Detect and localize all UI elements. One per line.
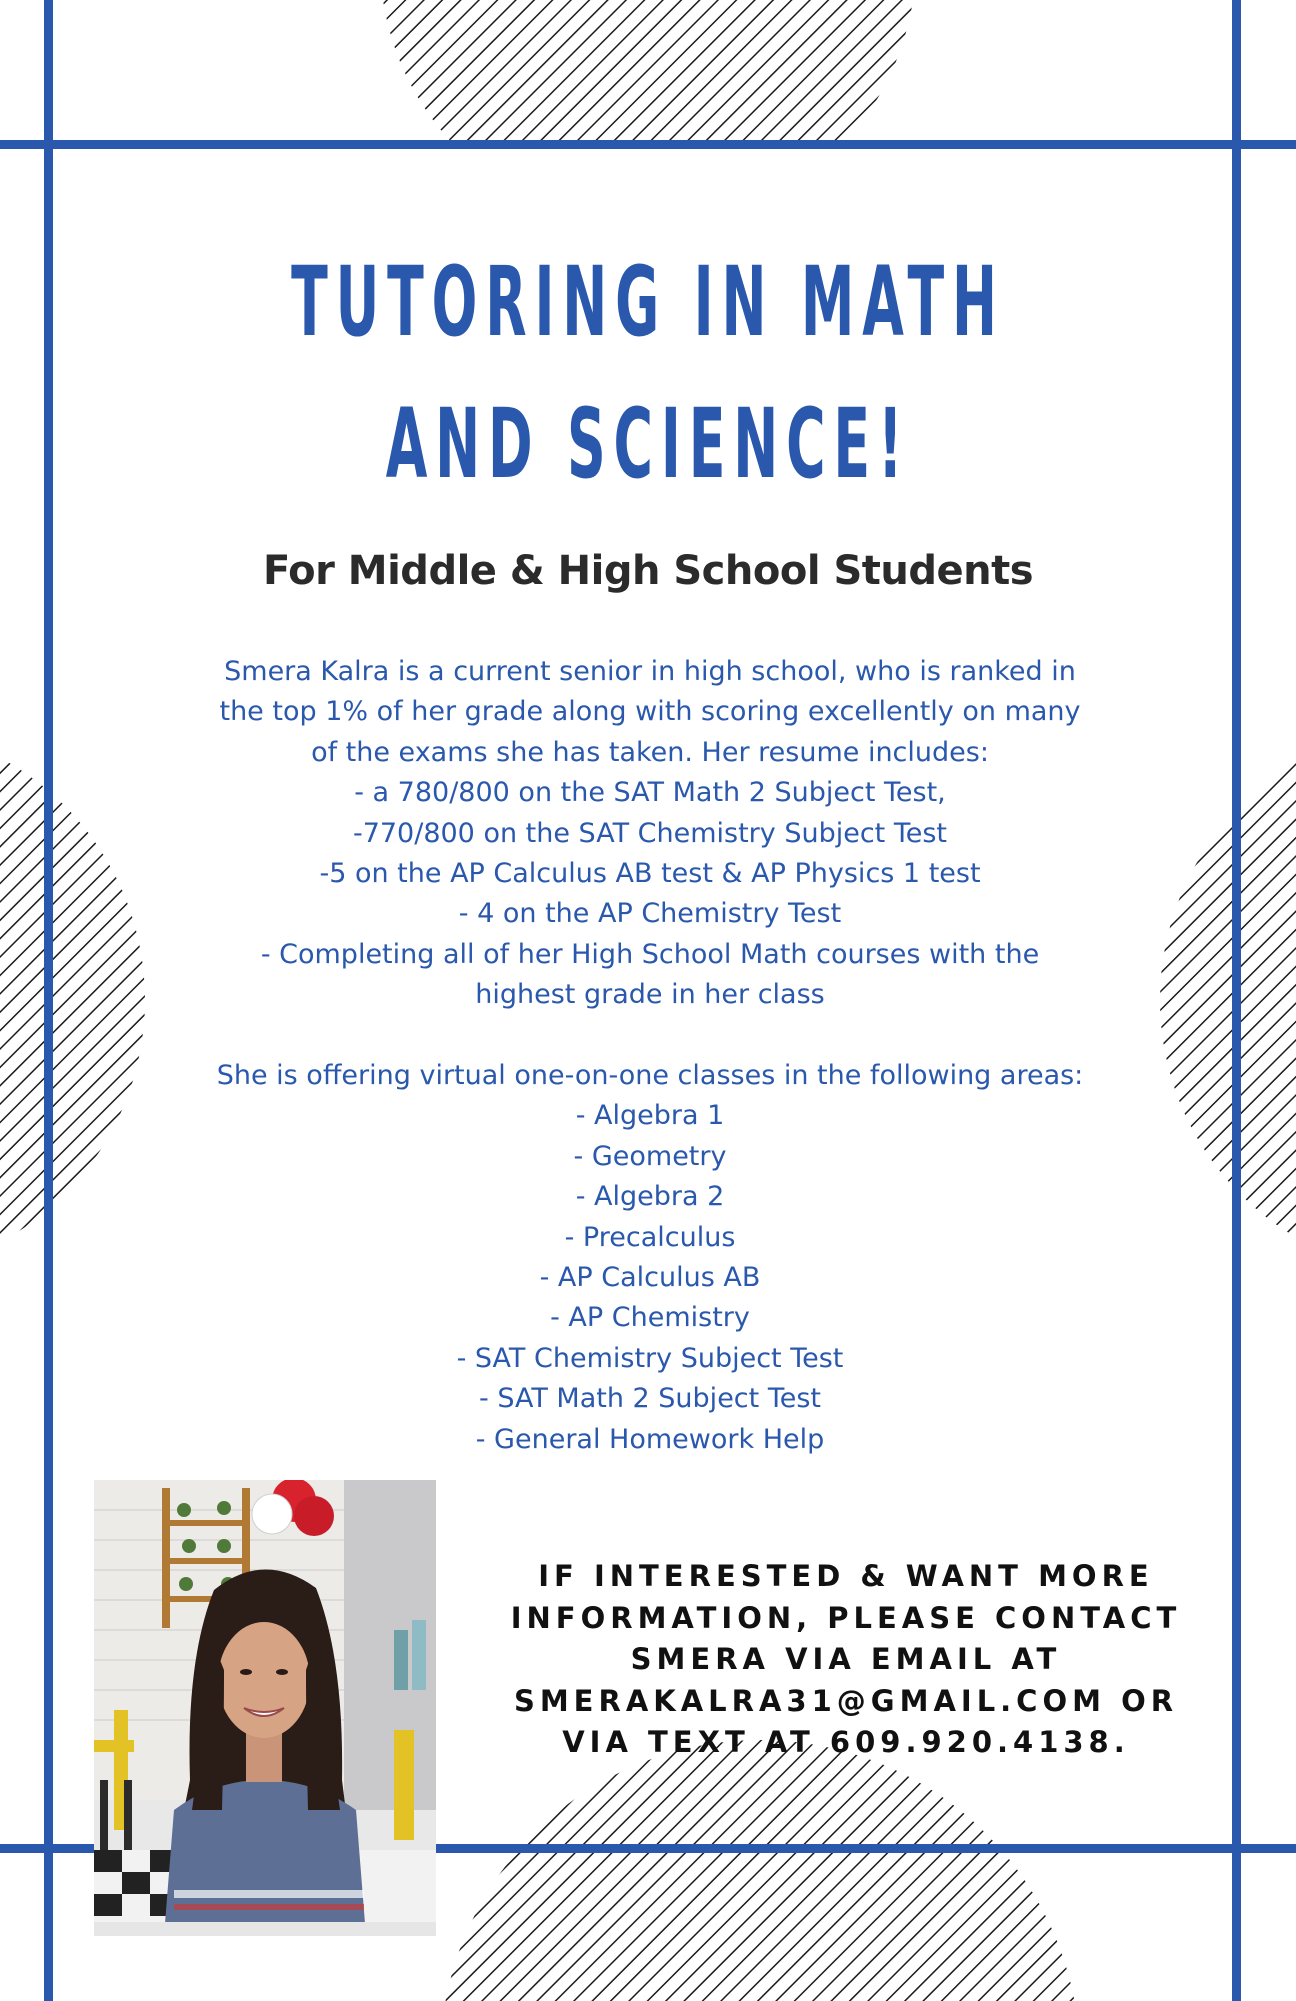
flyer-subtitle: For Middle & High School Students — [262, 548, 1034, 594]
intro-line: Smera Kalra is a current senior in high school, who is ranked in — [224, 656, 1076, 687]
flyer-body-text — [150, 652, 1150, 1460]
subject-item: - Geometry — [573, 1140, 727, 1172]
intro-line: the top 1% of her grade along with scoring excellently on many — [219, 696, 1081, 728]
subject-item: - SAT Math 2 Subject Test — [479, 1383, 821, 1415]
subject-item: - Algebra 1 — [575, 1100, 725, 1132]
resume-item: - 4 on the AP Chemistry Test — [458, 898, 842, 930]
offer-intro: She is offering virtual one-on-one classes in the following areas: — [216, 1060, 1084, 1092]
contact-line: INFORMATION, PLEASE CONTACT — [510, 1600, 1182, 1635]
resume-item: - a 780/800 on the SAT Math 2 Subject Test, — [354, 777, 946, 809]
contact-line: SMERA VIA EMAIL AT — [630, 1642, 1062, 1677]
subject-item: - General Homework Help — [475, 1423, 825, 1455]
subject-item: - AP Calculus AB — [539, 1262, 761, 1294]
frame-left-bar — [44, 0, 53, 2001]
resume-item: -5 on the AP Calculus AB test & AP Physics 1 test — [319, 858, 981, 890]
resume-item: highest grade in her class — [475, 979, 825, 1011]
intro-line: of the exams she has taken. Her resume includes: — [311, 736, 989, 768]
flyer-title-line-2: AND SCIENCE! — [385, 388, 911, 500]
subject-item: - Algebra 2 — [575, 1181, 725, 1213]
frame-top-bar — [0, 140, 1296, 149]
resume-item: - Completing all of her High School Math courses with the — [260, 938, 1040, 970]
subject-item: - Precalculus — [564, 1221, 736, 1253]
bottom-hatched-circle — [440, 1740, 1080, 2001]
flyer-title-line-1: TUTORING IN MATH — [291, 246, 1005, 358]
frame-right-bar — [1232, 0, 1241, 2001]
subject-item: - AP Chemistry — [550, 1302, 750, 1334]
contact-info — [476, 1556, 1216, 1764]
right-hatched-circle — [1160, 725, 1296, 1275]
contact-phone-line: VIA TEXT AT 609.920.4138. — [562, 1725, 1130, 1760]
subject-item: - SAT Chemistry Subject Test — [456, 1342, 844, 1374]
contact-line: IF INTERESTED & WANT MORE — [538, 1559, 1154, 1593]
tutor-portrait-photo — [94, 1480, 436, 1936]
contact-email-line: SMERAKALRA31@GMAIL.COM OR — [513, 1683, 1179, 1718]
resume-item: -770/800 on the SAT Chemistry Subject Test — [352, 817, 948, 849]
left-hatched-circle — [0, 725, 145, 1275]
